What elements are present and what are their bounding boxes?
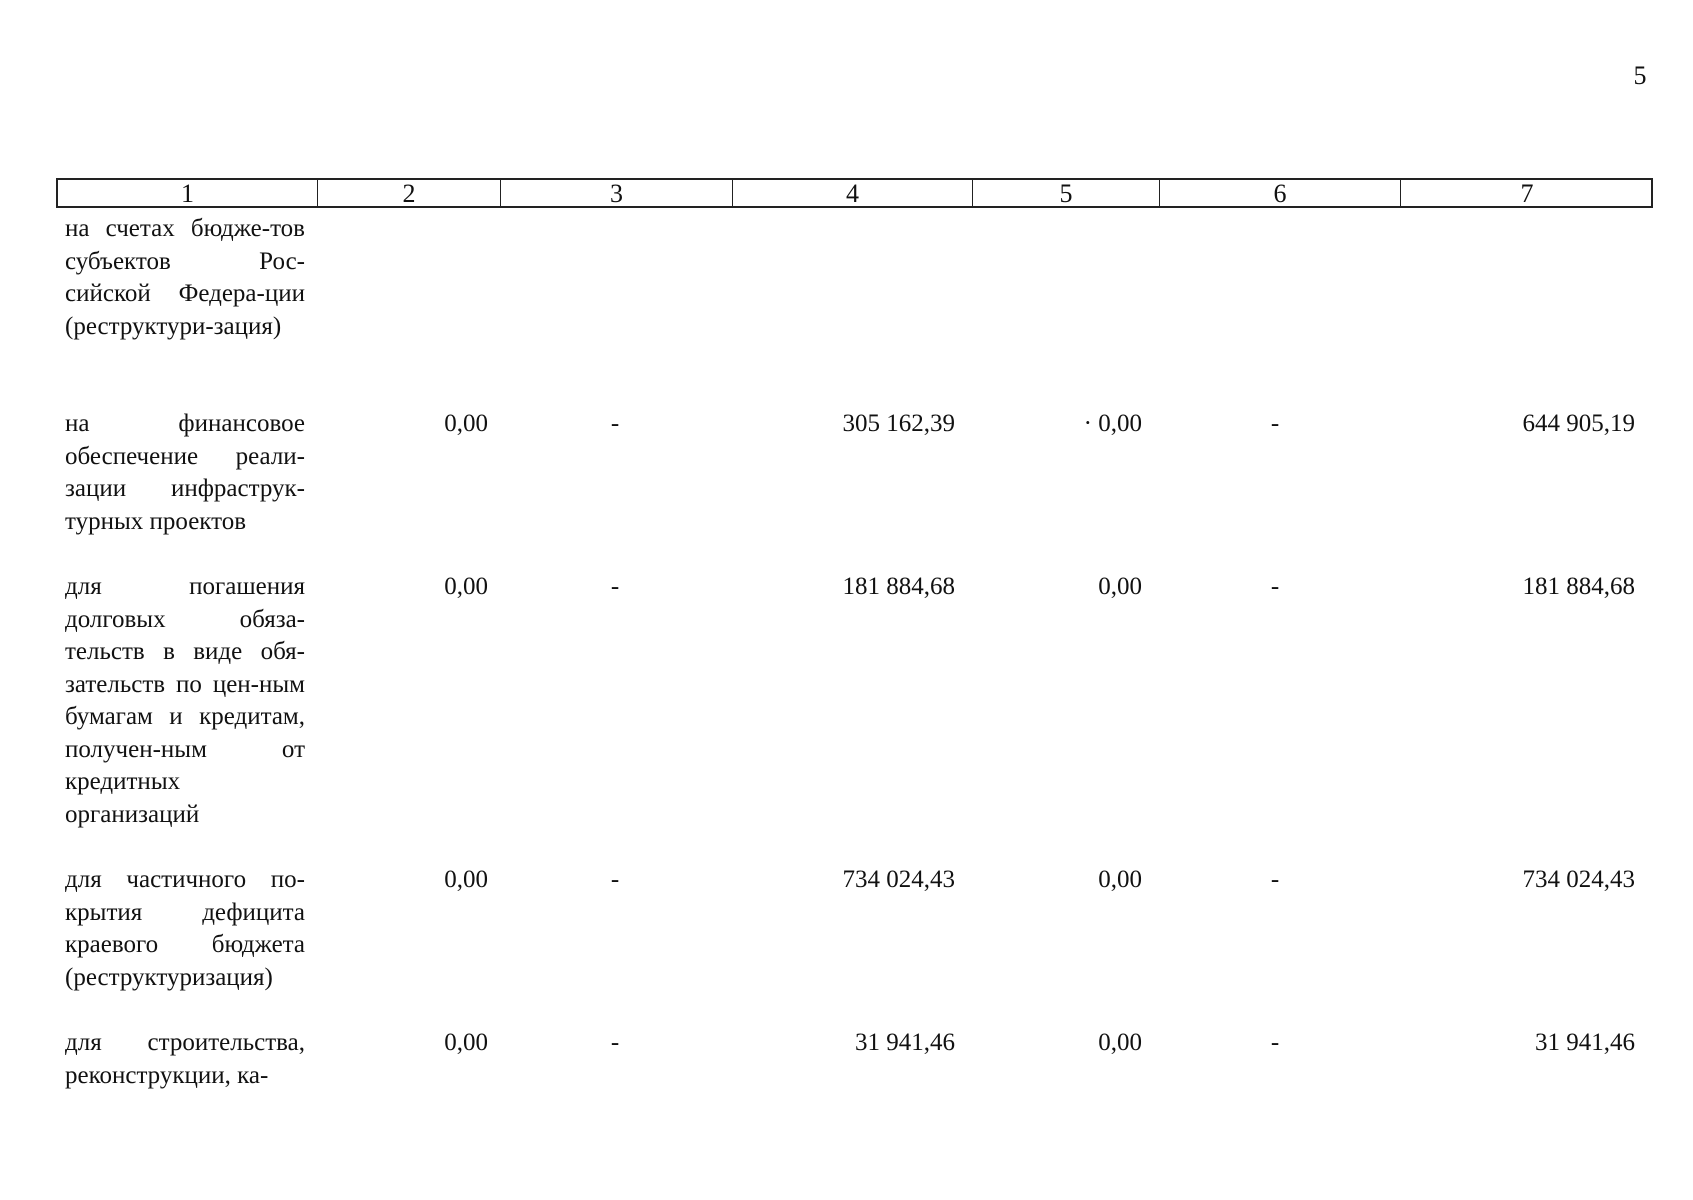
- cell-col-2: 0,00: [444, 866, 488, 893]
- cell-col-4: 305 162,39: [842, 410, 955, 437]
- cell-col-5: · 0,00: [1083, 410, 1142, 437]
- cell-col-2: 0,00: [444, 1029, 488, 1056]
- cell-col-7: 734 024,43: [1522, 866, 1635, 893]
- cell-col-5: 0,00: [1098, 1029, 1142, 1056]
- cell-col-3: -: [610, 410, 620, 437]
- cell-col-4: 181 884,68: [842, 573, 955, 600]
- header-col-1: 1: [58, 180, 318, 206]
- header-col-4: 4: [733, 180, 973, 206]
- cell-col-6: -: [1270, 573, 1280, 600]
- header-col-5: 5: [973, 180, 1160, 206]
- row-label: для частичного по-крытия дефицита краевого бюджета (реструктуризация): [65, 866, 305, 991]
- row-label: на счетах бюдже-тов субъектов Рос-сийской Федера-ции (реструктури-зация): [65, 215, 305, 340]
- cell-col-3: -: [610, 866, 620, 893]
- header-col-7: 7: [1520, 179, 1534, 208]
- cell-col-4: 734 024,43: [842, 866, 955, 893]
- cell-col-7: 644 905,19: [1522, 410, 1635, 437]
- header-col-6: 6: [1160, 180, 1401, 206]
- row-label: для погашения долговых обяза-тельств в виде обя-зательств по цен-ным бумагам и кредитам, получен-ным от кредитных организаций: [65, 573, 305, 828]
- cell-col-7: 31 941,46: [1535, 1029, 1635, 1056]
- cell-col-6: -: [1270, 410, 1280, 437]
- cell-col-4: 31 941,46: [855, 1029, 955, 1056]
- header-col-2: 2: [318, 180, 501, 206]
- cell-col-3: -: [610, 573, 620, 600]
- cell-col-5: 0,00: [1098, 866, 1142, 893]
- cell-col-3: -: [610, 1029, 620, 1056]
- header-col-3: 3: [501, 180, 733, 206]
- cell-col-7: 181 884,68: [1522, 573, 1635, 600]
- cell-col-2: 0,00: [444, 410, 488, 437]
- row-label: для строительства, реконструкции, ка-: [65, 1029, 305, 1089]
- table-header: [56, 178, 1653, 208]
- cell-col-6: -: [1270, 1029, 1280, 1056]
- cell-col-5: 0,00: [1098, 573, 1142, 600]
- page-number: 5: [1633, 61, 1647, 90]
- cell-col-2: 0,00: [444, 573, 488, 600]
- row-label: на финансовое обеспечение реали-зации инфраструк-турных проектов: [65, 410, 305, 535]
- cell-col-6: -: [1270, 866, 1280, 893]
